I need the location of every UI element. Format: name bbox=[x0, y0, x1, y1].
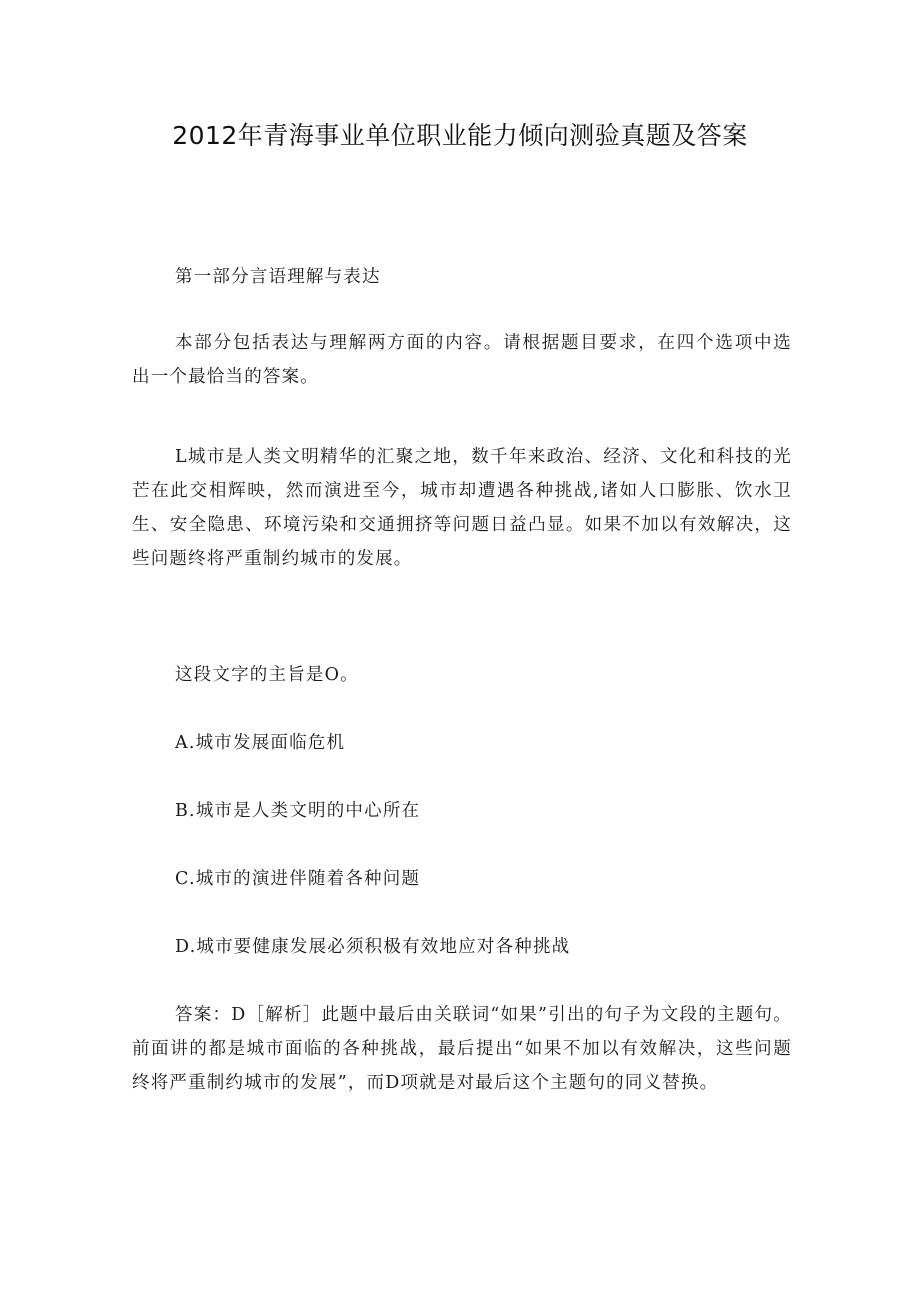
section-heading: 第一部分言语理解与表达 bbox=[175, 267, 381, 287]
question-stem: 这段文字的主旨是O。 bbox=[175, 665, 359, 685]
option-a: A.城市发展面临危机 bbox=[175, 733, 346, 753]
page-title: 2012年青海事业单位职业能力倾向测验真题及答案 bbox=[172, 121, 748, 150]
option-c: C.城市的演进伴随着各种问题 bbox=[175, 869, 421, 889]
section-intro: 本部分包括表达与理解两方面的内容。请根据题目要求，在四个选项中选出一个最恰当的答案。 bbox=[132, 333, 792, 387]
option-d: D.城市要健康发展必须积极有效地应对各种挑战 bbox=[175, 937, 571, 957]
option-b: B.城市是人类文明的中心所在 bbox=[175, 801, 421, 821]
answer-explanation: 答案：D［解析］此题中最后由关联词“如果”引出的句子为文段的主题句。前面讲的都是城市面临的各种挑战，最后提出“如果不加以有效解决，这些问题终将严重制约城市的发展”，而D项就是对最后这个主题句的同义替换。 bbox=[132, 1005, 792, 1093]
question-passage: L城市是人类文明精华的汇聚之地，数千年来政治、经济、文化和科技的光芒在此交相辉映，然而演进至今，城市却遭遇各种挑战,诸如人口膨胀、饮水卫生、安全隐患、环境污染和交通拥挤等问题日益凸显。如果不加以有效解决，这些问题终将严重制约城市的发展。 bbox=[132, 447, 792, 569]
